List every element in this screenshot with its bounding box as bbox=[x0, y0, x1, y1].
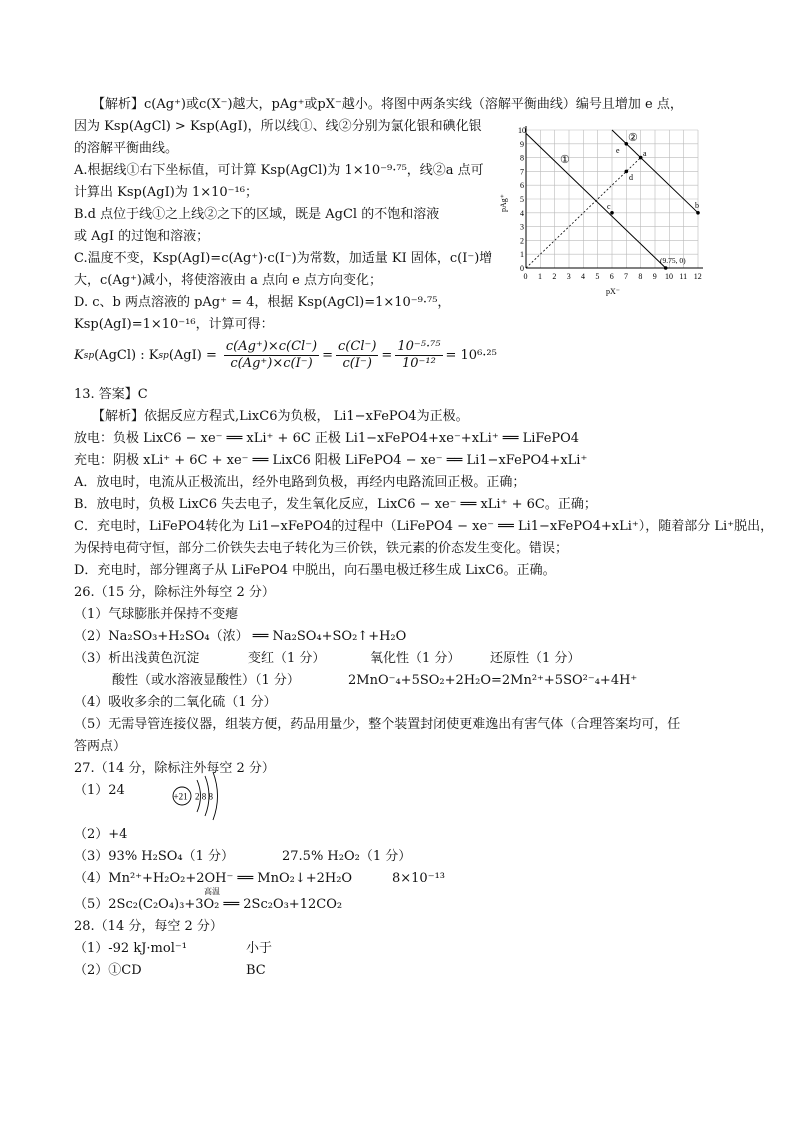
q26-answer-5b: 答两点） bbox=[74, 739, 127, 754]
xtick-4: 4 bbox=[581, 272, 585, 281]
label-e: e bbox=[616, 146, 620, 155]
q13-line-2: 放电：负极 LixC6 − xe⁻ ══ xLi⁺ + 6C 正极 Li1−xFePO4+xe⁻+xLi⁺ ══ LiFePO4 bbox=[74, 431, 580, 446]
point-c bbox=[610, 211, 614, 215]
point-a bbox=[639, 156, 643, 160]
x-axis-label: pX⁻ bbox=[606, 287, 620, 296]
q12-line-7: 或 AgI 的过饱和溶液； bbox=[74, 229, 210, 244]
q12-line-5: 计算出 Ksp(AgI)为 1×10⁻¹⁶； bbox=[74, 185, 258, 200]
xtick-0: 0 bbox=[523, 272, 528, 281]
q28-answer-1b: 小于 bbox=[246, 941, 273, 956]
q26-answer-4: （4）吸收多余的二氧化硫（1 分） bbox=[74, 695, 277, 710]
y-axis-label: pAg⁺ bbox=[499, 194, 508, 212]
q12-line-6: B.d 点位于线①之上线②之下的区域，既是 AgCl 的不饱和溶液 bbox=[74, 207, 440, 222]
xtick-10: 10 bbox=[665, 272, 673, 281]
high-temp-condition: 高温 bbox=[204, 887, 220, 896]
fraction-2-den: c(I⁻) bbox=[342, 356, 372, 371]
q13-line-4: A．放电时，电流从正极流出，经外电路到负极，再经内电路流回正极。正确； bbox=[74, 475, 526, 490]
q28-title: 28.（14 分，每空 2 分） bbox=[74, 919, 223, 934]
q13-line-7: 为保持电荷守恒，部分二价铁失去电子转化为三价铁，铁元素的价态发生变化。错误； bbox=[74, 541, 569, 556]
equals-3: = bbox=[381, 348, 393, 363]
q12-line-2: 因为 Ksp(AgCl) > Ksp(AgI)，所以线①、线②分别为氯化银和碘化银 bbox=[74, 119, 482, 134]
fraction-3-den: 10⁻¹² bbox=[402, 356, 436, 371]
fraction-1 bbox=[224, 339, 319, 372]
q13-line-1: 【解析】依据反应方程式,LixC6为负极， Li1−xFePO4为正极。 bbox=[92, 409, 469, 424]
q12-line-4: A.根据线①右下坐标值，可计算 Ksp(AgCl)为 1×10⁻⁹·⁷⁵，线②a 点可 bbox=[74, 163, 484, 178]
solubility-graph bbox=[498, 122, 714, 300]
ytick-0: 0 bbox=[520, 264, 524, 273]
xtick-12: 12 bbox=[693, 272, 702, 281]
xtick-11: 11 bbox=[679, 272, 688, 281]
ytick-6: 6 bbox=[520, 181, 524, 191]
result: = 10⁶·²⁵ bbox=[445, 348, 497, 363]
label-c: c bbox=[607, 202, 611, 211]
q26-answer-1: （1）气球膨胀并保持不变瘪 bbox=[74, 607, 239, 622]
point-d bbox=[625, 170, 629, 174]
q27-title: 27.（14 分，除标注外每空 2 分） bbox=[74, 761, 275, 776]
fraction-1-num: c(Ag⁺)×c(Cl⁻) bbox=[225, 339, 318, 354]
label-a: a bbox=[643, 149, 647, 158]
q26-answer-5: （5）无需导管连接仪器，组装方便，药品用量少，整个装置封闭使更难逸出有害气体（合理答案均可，任 bbox=[74, 717, 681, 732]
fraction-2 bbox=[336, 339, 378, 372]
q12-line-8: C.温度不变，Ksp(AgI)=c(Ag⁺)·c(I⁻)为常数，加适量 KI 固体，c(I⁻)增 bbox=[74, 251, 493, 266]
q27-answer-5: （5）2Sc₂(C₂O₄)₃+3O₂ ══ 2Sc₂O₃+12CO₂ bbox=[74, 897, 343, 912]
fraction-2-num: c(Cl⁻) bbox=[338, 339, 377, 354]
ytick-7: 7 bbox=[520, 167, 524, 177]
q12-line-10: D. c、b 两点溶液的 pAg⁺ = 4，根据 Ksp(AgCl)=1×10⁻⁹·⁷⁵， bbox=[74, 295, 451, 310]
q13-line-6: C．充电时，LiFePO4转化为 Li1−xFePO4的过程中（LiFePO4 − xe⁻ ══ Li1−xFePO4+xLi⁺），随着部分 Li⁺脱出， bbox=[74, 519, 774, 534]
q26-answer-3b: 变红（1 分） bbox=[248, 651, 326, 666]
equals-2: = bbox=[322, 348, 334, 363]
atom-shells: 2 8 8 bbox=[195, 791, 213, 802]
atom-structure-diagram bbox=[170, 770, 230, 822]
q28-answer-1a: （1）-92 kJ·mol⁻¹ bbox=[74, 941, 187, 956]
fraction-3-num: 10⁻⁵·⁷⁵ bbox=[397, 339, 441, 354]
formula-k: K bbox=[74, 348, 84, 363]
ytick-1: 1 bbox=[520, 250, 524, 260]
q26-answer-3f: 2MnO⁻₄+5SO₂+2H₂O=2Mn²⁺+5SO²⁻₄+4H⁺ bbox=[348, 673, 638, 688]
xtick-3: 3 bbox=[566, 272, 571, 281]
point-b bbox=[696, 211, 700, 215]
fraction-1-den: c(Ag⁺)×c(I⁻) bbox=[230, 356, 313, 371]
xtick-8: 8 bbox=[638, 272, 643, 281]
ytick-5: 5 bbox=[520, 195, 524, 204]
ytick-4: 4 bbox=[520, 208, 524, 218]
q28-answer-2b: BC bbox=[246, 963, 266, 978]
xtick-9: 9 bbox=[652, 272, 657, 281]
q26-answer-3a: （3）析出浅黄色沉淀 bbox=[74, 651, 200, 666]
ytick-8: 8 bbox=[520, 153, 524, 163]
xtick-7: 7 bbox=[624, 272, 628, 281]
q13-title: 13. 答案】C bbox=[74, 387, 148, 402]
ytick-2: 2 bbox=[520, 236, 524, 246]
fraction-3 bbox=[395, 339, 442, 372]
xtick-2: 2 bbox=[552, 272, 557, 281]
q27-answer-4b: 8×10⁻¹³ bbox=[392, 871, 445, 886]
q12-line-11: Ksp(AgI)=1×10⁻¹⁶，计算可得： bbox=[74, 317, 274, 332]
atom-nucleus: +21 bbox=[173, 791, 188, 802]
point-9.75 bbox=[664, 266, 668, 270]
q27-answer-4a: （4）Mn²⁺+H₂O₂+2OH⁻ ══ MnO₂↓+2H₂O bbox=[74, 871, 353, 886]
label-b: b bbox=[695, 201, 699, 210]
formula-agi: (AgI) = bbox=[168, 348, 217, 363]
xtick-6: 6 bbox=[609, 272, 614, 281]
curve-1-label: ① bbox=[560, 154, 570, 166]
ytick-3: 3 bbox=[520, 222, 524, 232]
q28-answer-2a: （2）①CD bbox=[74, 963, 142, 978]
q27-answer-3a: （3）93% H₂SO₄（1 分） bbox=[74, 849, 235, 864]
q26-answer-3c: 氧化性（1 分） bbox=[370, 651, 461, 666]
curve-2-label: ② bbox=[628, 132, 638, 144]
q26-title: 26.（15 分，除标注外每空 2 分） bbox=[74, 585, 275, 600]
q26-answer-3e: 酸性（或水溶液显酸性）（1 分） bbox=[112, 673, 300, 688]
q12-line-3: 的溶解平衡曲线。 bbox=[74, 141, 179, 156]
label-d: d bbox=[629, 173, 633, 182]
ytick-9: 9 bbox=[520, 140, 524, 149]
q12-line-9: 大，c(Ag⁺)减小，将使溶液由 a 点向 e 点方向变化； bbox=[74, 273, 382, 288]
q26-answer-3d: 还原性（1 分） bbox=[490, 651, 581, 666]
q13-line-8: D．充电时，部分锂离子从 LiFePO4 中脱出，向石墨电极迁移生成 LixC6。正确。 bbox=[74, 563, 556, 578]
xtick-5: 5 bbox=[595, 272, 600, 281]
label-9.75: (9.75, 0) bbox=[660, 256, 686, 265]
ksp-ratio-formula: K sp (AgCl) : K sp (AgI) = $\frac{c(Ag^+)\times c(Cl^-)}{c(Ag^+)\times c(I^-)}$ = $\frac{c(Cl^-)}{c(I^-)}$ = $\frac{\text{10⁻⁵·⁷⁵}}{\text{10⁻¹²}}$ = 10⁶·²⁵ bbox=[74, 339, 497, 371]
q27-answer-1: （1）24 bbox=[74, 783, 125, 798]
q12-line-1: 【解析】c(Ag⁺)或c(X⁻)越大，pAg⁺或pX⁻越小。将图中两条实线（溶解平衡曲线）编号且增加 e 点， bbox=[92, 97, 683, 112]
formula-agcl: (AgCl) : K bbox=[94, 348, 159, 363]
q13-line-5: B．放电时，负极 LixC6 失去电子，发生氧化反应，LixC6 − xe⁻ ══ xLi⁺ + 6C。正确； bbox=[74, 497, 597, 512]
xtick-1: 1 bbox=[538, 272, 542, 281]
q13-line-3: 充电：阴极 xLi⁺ + 6C + xe⁻ ══ LixC6 阳极 LiFePO4 − xe⁻ ══ Li1−xFePO4+xLi⁺ bbox=[74, 453, 588, 468]
q27-answer-2: （2）+4 bbox=[74, 827, 128, 842]
q26-answer-2: （2）Na₂SO₃+H₂SO₄（浓） ══ Na₂SO₄+SO₂↑+H₂O bbox=[74, 629, 407, 644]
ytick-10: 10 bbox=[518, 126, 526, 135]
q27-answer-3b: 27.5% H₂O₂（1 分） bbox=[282, 849, 412, 864]
